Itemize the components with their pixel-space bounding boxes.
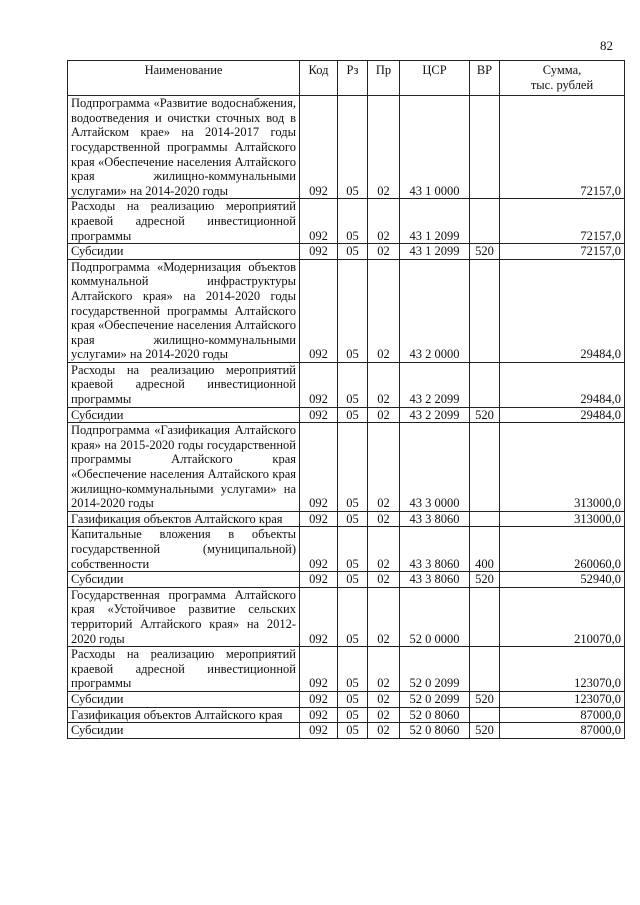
header-sum-line1: Сумма, <box>542 63 582 77</box>
cell-csr: 52 0 2099 <box>400 691 470 707</box>
cell-sum: 29484,0 <box>500 407 625 423</box>
cell-name: Подпрограмма «Газификация Алтайского края» на 2015-2020 годы государственной программы Алтайского края «Обеспечение населения Алтайского края жилищно-коммунальными услугами» на 2014-2020 годы <box>68 423 300 512</box>
cell-pr: 02 <box>368 362 400 407</box>
cell-sum: 123070,0 <box>500 647 625 692</box>
cell-rz: 05 <box>338 527 368 572</box>
cell-kod: 092 <box>300 362 338 407</box>
cell-vr: 520 <box>470 691 500 707</box>
cell-sum: 52940,0 <box>500 572 625 588</box>
cell-kod: 092 <box>300 707 338 723</box>
cell-sum: 72157,0 <box>500 96 625 199</box>
cell-kod: 092 <box>300 572 338 588</box>
table-row <box>68 707 625 723</box>
cell-csr: 43 1 2099 <box>400 244 470 260</box>
table-row <box>68 572 625 588</box>
cell-rz: 05 <box>338 723 368 739</box>
table-row <box>68 647 625 692</box>
table-row <box>68 96 625 199</box>
header-csr: ЦСР <box>400 61 470 96</box>
cell-rz: 05 <box>338 587 368 646</box>
cell-kod: 092 <box>300 527 338 572</box>
cell-vr <box>470 362 500 407</box>
cell-kod: 092 <box>300 723 338 739</box>
cell-sum: 210070,0 <box>500 587 625 646</box>
cell-pr: 02 <box>368 572 400 588</box>
cell-csr: 43 1 2099 <box>400 199 470 244</box>
header-vr: ВР <box>470 61 500 96</box>
cell-sum: 313000,0 <box>500 511 625 527</box>
cell-name: Субсидии <box>68 244 300 260</box>
cell-rz: 05 <box>338 244 368 260</box>
cell-name: Субсидии <box>68 723 300 739</box>
cell-rz: 05 <box>338 96 368 199</box>
table-header-row <box>68 61 625 96</box>
cell-pr: 02 <box>368 244 400 260</box>
cell-vr: 400 <box>470 527 500 572</box>
cell-csr: 43 3 8060 <box>400 527 470 572</box>
cell-sum: 72157,0 <box>500 244 625 260</box>
cell-sum: 260060,0 <box>500 527 625 572</box>
cell-vr <box>470 199 500 244</box>
table-row <box>68 423 625 512</box>
cell-kod: 092 <box>300 96 338 199</box>
cell-kod: 092 <box>300 511 338 527</box>
cell-pr: 02 <box>368 527 400 572</box>
cell-pr: 02 <box>368 587 400 646</box>
cell-rz: 05 <box>338 707 368 723</box>
cell-name: Субсидии <box>68 407 300 423</box>
cell-vr <box>470 96 500 199</box>
cell-rz: 05 <box>338 362 368 407</box>
cell-pr: 02 <box>368 707 400 723</box>
cell-name: Субсидии <box>68 691 300 707</box>
cell-name: Подпрограмма «Модернизация объектов коммунальной инфраструктуры Алтайского края» на 2014-2020 годы государственной программы Алтайского края «Обеспечение населения Алтайского края жилищно-коммунальными услугами» на 2014-2020 годы <box>68 259 300 362</box>
cell-kod: 092 <box>300 407 338 423</box>
cell-vr: 520 <box>470 407 500 423</box>
cell-vr: 520 <box>470 572 500 588</box>
cell-rz: 05 <box>338 511 368 527</box>
budget-table <box>67 60 625 739</box>
cell-csr: 43 2 2099 <box>400 407 470 423</box>
cell-vr: 520 <box>470 244 500 260</box>
cell-name: Государственная программа Алтайского края «Устойчивое развитие сельских территорий Алтайского края» на 2012-2020 годы <box>68 587 300 646</box>
table-row <box>68 407 625 423</box>
cell-kod: 092 <box>300 691 338 707</box>
cell-name: Газификация объектов Алтайского края <box>68 707 300 723</box>
cell-name: Расходы на реализацию мероприятий краевой адресной инвестиционной программы <box>68 199 300 244</box>
cell-kod: 092 <box>300 587 338 646</box>
table-row <box>68 362 625 407</box>
cell-name: Газификация объектов Алтайского края <box>68 511 300 527</box>
cell-rz: 05 <box>338 647 368 692</box>
cell-name: Расходы на реализацию мероприятий краевой адресной инвестиционной программы <box>68 647 300 692</box>
cell-rz: 05 <box>338 423 368 512</box>
cell-pr: 02 <box>368 259 400 362</box>
table-row <box>68 244 625 260</box>
cell-pr: 02 <box>368 423 400 512</box>
cell-rz: 05 <box>338 407 368 423</box>
cell-csr: 43 3 8060 <box>400 572 470 588</box>
cell-vr <box>470 587 500 646</box>
cell-name: Расходы на реализацию мероприятий краевой адресной инвестиционной программы <box>68 362 300 407</box>
cell-vr <box>470 647 500 692</box>
cell-vr: 520 <box>470 723 500 739</box>
cell-pr: 02 <box>368 647 400 692</box>
cell-pr: 02 <box>368 96 400 199</box>
cell-csr: 43 2 0000 <box>400 259 470 362</box>
cell-csr: 43 2 2099 <box>400 362 470 407</box>
cell-pr: 02 <box>368 723 400 739</box>
cell-sum: 29484,0 <box>500 362 625 407</box>
cell-pr: 02 <box>368 691 400 707</box>
cell-sum: 313000,0 <box>500 423 625 512</box>
header-kod: Код <box>300 61 338 96</box>
cell-csr: 43 3 8060 <box>400 511 470 527</box>
cell-name: Капитальные вложения в объекты государственной (муниципальной) собственности <box>68 527 300 572</box>
cell-sum: 123070,0 <box>500 691 625 707</box>
cell-csr: 52 0 2099 <box>400 647 470 692</box>
cell-vr <box>470 707 500 723</box>
cell-pr: 02 <box>368 407 400 423</box>
table-row <box>68 199 625 244</box>
cell-sum: 72157,0 <box>500 199 625 244</box>
cell-kod: 092 <box>300 244 338 260</box>
cell-csr: 52 0 0000 <box>400 587 470 646</box>
cell-csr: 43 1 0000 <box>400 96 470 199</box>
header-pr: Пр <box>368 61 400 96</box>
cell-csr: 52 0 8060 <box>400 723 470 739</box>
cell-kod: 092 <box>300 423 338 512</box>
cell-vr <box>470 423 500 512</box>
cell-kod: 092 <box>300 199 338 244</box>
cell-rz: 05 <box>338 691 368 707</box>
cell-name: Подпрограмма «Развитие водоснабжения, водоотведения и очистки сточных вод в Алтайском крае» на 2014-2017 годы государственной программы Алтайского края «Обеспечение населения Алтайского края жилищно-коммунальными услугами» на 2014-2020 годы <box>68 96 300 199</box>
header-rz: Рз <box>338 61 368 96</box>
cell-pr: 02 <box>368 199 400 244</box>
table-row <box>68 723 625 739</box>
table-row <box>68 587 625 646</box>
cell-name: Субсидии <box>68 572 300 588</box>
table-row <box>68 691 625 707</box>
table-row <box>68 527 625 572</box>
cell-vr <box>470 511 500 527</box>
cell-rz: 05 <box>338 199 368 244</box>
page-number: 82 <box>600 38 613 53</box>
cell-csr: 52 0 8060 <box>400 707 470 723</box>
cell-sum: 87000,0 <box>500 723 625 739</box>
header-sum-line2: тыс. рублей <box>530 77 594 92</box>
cell-pr: 02 <box>368 511 400 527</box>
header-sum <box>500 61 625 96</box>
cell-sum: 29484,0 <box>500 259 625 362</box>
header-name: Наименование <box>68 61 300 96</box>
cell-rz: 05 <box>338 259 368 362</box>
cell-rz: 05 <box>338 572 368 588</box>
table-row <box>68 511 625 527</box>
table-row <box>68 259 625 362</box>
cell-csr: 43 3 0000 <box>400 423 470 512</box>
cell-sum: 87000,0 <box>500 707 625 723</box>
cell-vr <box>470 259 500 362</box>
cell-kod: 092 <box>300 647 338 692</box>
cell-kod: 092 <box>300 259 338 362</box>
